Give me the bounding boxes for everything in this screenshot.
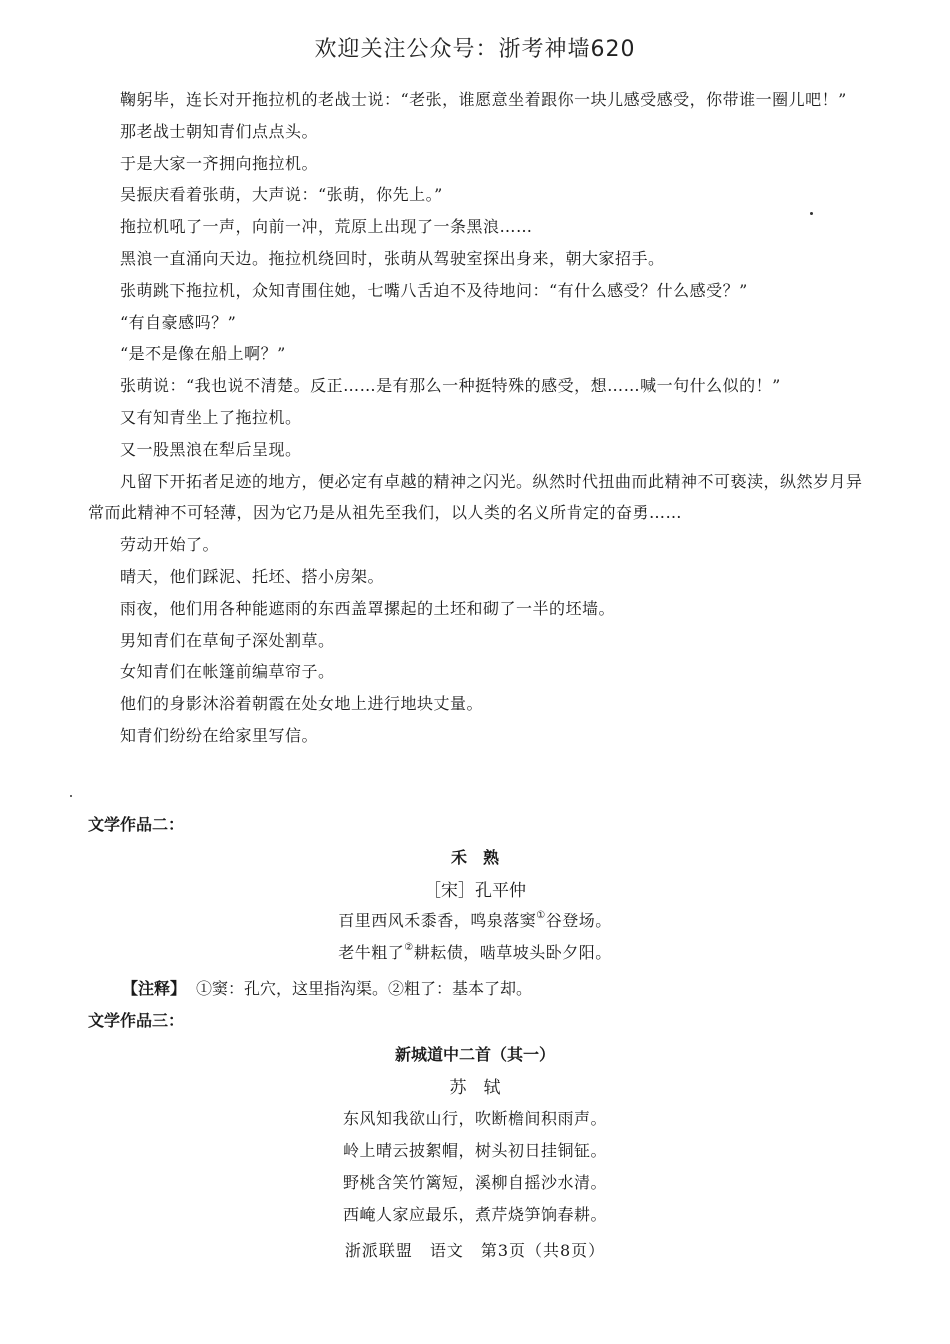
poem-author: ［宋］孔平仲 <box>424 881 526 901</box>
story-paragraph: 又一股黑浪在犁后呈现。 <box>120 439 302 459</box>
poem-line: 岭上晴云披絮帽，树头初日挂铜钲。 <box>342 1141 607 1160</box>
story-paragraph: 雨夜，他们用各种能遮雨的东西盖罩摞起的土坯和砌了一半的坯墙。 <box>120 598 616 618</box>
story-paragraph: 黑浪一直涌向天边。拖拉机绕回时，张萌从驾驶室探出身来，朝大家招手。 <box>120 248 665 268</box>
story-paragraph: 晴天，他们踩泥、托坯、搭小房架。 <box>120 566 385 586</box>
poem-line-text: 百里西风禾黍香，鸣泉落窦 <box>338 911 537 930</box>
story-paragraph: 知青们纷纷在给家里写信。 <box>120 725 319 745</box>
story-paragraph: “有自豪感吗？” <box>120 312 237 332</box>
story-paragraph: “是不是像在船上啊？” <box>120 344 286 364</box>
poem-line: 西崦人家应最乐，煮芹烧笋饷春耕。 <box>342 1205 607 1224</box>
section-label-work2: 文学作品二： <box>88 815 185 834</box>
story-paragraph: 男知青们在草甸子深处割草。 <box>120 630 335 650</box>
poem-title: 新城道中二首（其一） <box>394 1045 555 1064</box>
story-paragraph: 又有知青坐上了拖拉机。 <box>120 407 302 427</box>
poem-line-text: 老牛粗了 <box>338 943 405 962</box>
annotation <box>122 976 532 999</box>
story-paragraph: 于是大家一齐拥向拖拉机。 <box>120 153 319 173</box>
poem-line-text: 耕耘债，啮草坡头卧夕阳。 <box>413 943 612 962</box>
annotation-label: 【注释】 <box>122 979 187 998</box>
annotation-text: ①窦：孔穴，这里指沟渠。②粗了：基本了却。 <box>196 979 533 998</box>
scan-speck <box>810 212 813 215</box>
poem-line <box>0 908 950 931</box>
wavy-underlined-sentence: 他们的身影沐浴着朝霞在处女地上进行地块丈量。 <box>120 694 484 714</box>
story-paragraph: 鞠躬毕，连长对开拖拉机的老战士说：“老张，谁愿意坐着跟你一块儿感受感受，你带谁一圈儿吧！” <box>120 90 847 109</box>
poem-author: 苏 轼 <box>449 1078 501 1098</box>
watermark-text: 欢迎关注公众号：浙考神墙620 <box>314 37 636 62</box>
story-paragraph <box>88 688 868 720</box>
story-paragraph: 张萌说：“我也说不清楚。反正……是有那么一种挺特殊的感受，想……喊一句什么似的！” <box>120 376 781 396</box>
story-paragraph: 吴振庆看着张萌，大声说：“张萌，你先上。” <box>120 185 443 205</box>
poem-title: 禾 熟 <box>450 848 499 867</box>
story-paragraph: 那老战士朝知青们点点头。 <box>120 121 319 141</box>
poem-line: 野桃含笑竹篱短，溪柳自摇沙水清。 <box>342 1173 607 1192</box>
story-excerpt <box>88 84 868 752</box>
scan-speck <box>70 795 72 797</box>
story-paragraph: 女知青们在帐篷前编草帘子。 <box>120 662 335 682</box>
story-paragraph: 劳动开始了。 <box>120 535 220 555</box>
story-paragraph: 张萌跳下拖拉机，众知青围住她，七嘴八舌迫不及待地问：“有什么感受？什么感受？” <box>120 280 748 300</box>
poem-line-text: 谷登场。 <box>545 911 612 930</box>
section-label-work3: 文学作品三： <box>88 1011 185 1030</box>
poem-line <box>0 940 950 963</box>
story-paragraph: 拖拉机吼了一声，向前一冲，荒原上出现了一条黑浪…… <box>120 217 533 237</box>
footnote-marker: ② <box>404 942 414 953</box>
poem-line: 东风知我欲山行，吹断檐间积雨声。 <box>342 1109 607 1128</box>
story-paragraph: 凡留下开拓者足迹的地方，便必定有卓越的精神之闪光。纵然时代扭曲而此精神不可亵渎，纵然岁月异常而此精神不可轻薄，因为它乃是从祖先至我们，以人类的名义所肯定的奋勇…… <box>88 471 863 523</box>
page-footer: 浙派联盟 语文 第3页（共8页） <box>344 1241 606 1260</box>
footnote-marker: ① <box>536 910 546 921</box>
